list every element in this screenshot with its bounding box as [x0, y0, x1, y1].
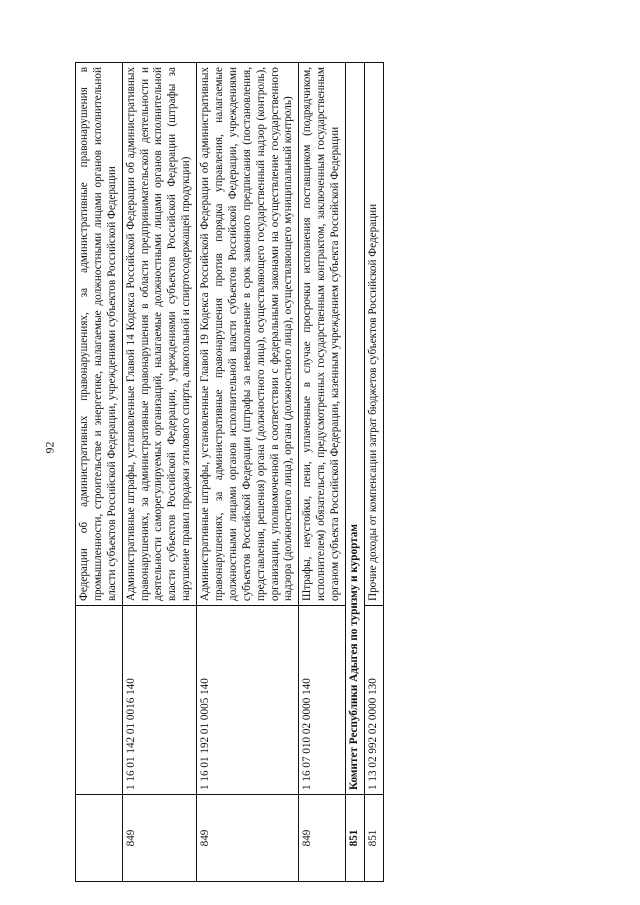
admin-code-cell: 851 — [364, 795, 383, 882]
kbk-code-cell: 1 13 02 992 02 0000 130 — [364, 606, 383, 795]
admin-code-cell: 849 — [299, 795, 346, 882]
description-cell: Федерации об административных правонарушениях, за административные правонарушения в промышленности, строительстве и энергетике, налагаемые должностными лицами органов исполнительной власти субъектов Российской Федерации, учреждениями субъектов Российской Федерации — [76, 63, 123, 606]
description-cell: Административные штрафы, установленные Главой 19 Кодекса Российской Федерации об административных правонарушениях, за административные правонарушения против порядка управления, налагаемые должностными лицами органов исполнительной власти субъектов Российской Федерации, учреждениями субъектов Российской Федерации (штрафы за невыполнение в срок законного предписания (постановления, представления, решения) органа (должностного лица), осуществляющего государственный надзор (контроль), организации, уполномоченной в соответствии с федеральными законами на осуществление государственного надзора (должностного лица), органа (должностного лица), осуществляющего муниципальный контроль) — [197, 63, 299, 606]
document-table-wrapper — [75, 62, 575, 882]
kbk-code-cell: 1 16 01 192 01 0005 140 — [197, 606, 299, 795]
table-row — [76, 63, 123, 882]
section-header-row — [346, 63, 365, 882]
section-title-cell: Комитет Республики Адыгея по туризму и курортам — [346, 63, 365, 795]
admin-code-cell: 849 — [122, 795, 196, 882]
kbk-code-cell: 1 16 07 010 02 0000 140 — [299, 606, 346, 795]
table-row — [197, 63, 299, 882]
kbk-code-cell: 1 16 01 142 01 0016 140 — [122, 606, 196, 795]
page-number: 92 — [42, 441, 57, 454]
section-code-cell: 851 — [346, 795, 365, 882]
table-row — [122, 63, 196, 882]
table-row — [299, 63, 346, 882]
description-cell: Прочие доходы от компенсации затрат бюджетов субъектов Российской Федерации — [364, 63, 383, 606]
description-cell: Административные штрафы, установленные Главой 14 Кодекса Российской Федерации об административных правонарушениях, за административные правонарушения в области предпринимательской деятельности и деятельности саморегулируемых организаций, налагаемые должностными лицами органов исполнительной власти субъектов Российской Федерации, учреждениями субъектов Российской Федерации (штрафы за нарушение правил продажи этилового спирта, алкогольной и спиртосодержащей продукции) — [122, 63, 196, 606]
admin-code-cell — [76, 795, 123, 882]
table-row — [364, 63, 383, 882]
kbk-code-cell — [76, 606, 123, 795]
budget-codes-table — [75, 62, 384, 882]
description-cell: Штрафы, неустойки, пени, уплаченные в случае просрочки исполнения поставщиком (подрядчиком, исполнителем) обязательств, предусмотренных государственным контрактом, заключенным государственным органом субъекта Российской Федерации, казенным учреждением субъекта Российской Федерации — [299, 63, 346, 606]
admin-code-cell: 849 — [197, 795, 299, 882]
